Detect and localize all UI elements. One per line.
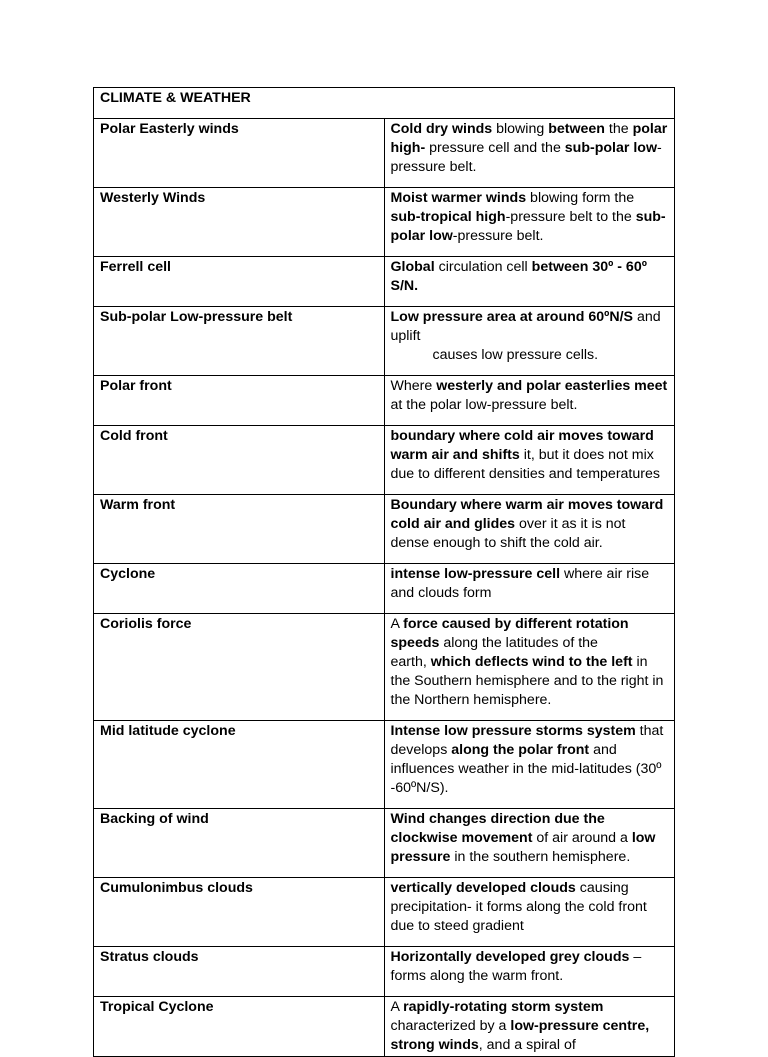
table-row (94, 564, 675, 614)
table-title: CLIMATE & WEATHER (94, 88, 675, 119)
definition-cell: Moist warmer winds blowing form the sub-tropical high-pressure belt to the sub-polar low-pressure belt. (384, 188, 675, 257)
table-row (94, 426, 675, 495)
definition-cell: Cold dry winds blowing between the polar high- pressure cell and the sub-polar low-pressure belt. (384, 119, 675, 188)
term-cell: Stratus clouds (94, 947, 385, 997)
table-row (94, 997, 675, 1057)
definition-cell: A rapidly-rotating storm system characterized by a low-pressure centre, strong winds, and a spiral of (384, 997, 675, 1057)
table-title-row (94, 88, 675, 119)
term-cell: Ferrell cell (94, 257, 385, 307)
table-row (94, 614, 675, 721)
term-cell: Polar front (94, 376, 385, 426)
definition-cell: boundary where cold air moves toward warm air and shifts it, but it does not mix due to different densities and temperatures (384, 426, 675, 495)
definition-cell: Where westerly and polar easterlies meet at the polar low-pressure belt. (384, 376, 675, 426)
glossary-table (93, 87, 675, 1057)
table-row (94, 495, 675, 564)
table-row (94, 119, 675, 188)
table-row (94, 188, 675, 257)
definition-cell: Boundary where warm air moves toward cold air and glides over it as it is not dense enough to shift the cold air. (384, 495, 675, 564)
definition-cell: A force caused by different rotation speeds along the latitudes of theearth, which deflects wind to the left in the Southern hemisphere and to the right in the Northern hemisphere. (384, 614, 675, 721)
definition-cell: intense low-pressure cell where air rise and clouds form (384, 564, 675, 614)
term-cell: Cyclone (94, 564, 385, 614)
term-cell: Backing of wind (94, 809, 385, 878)
table-row (94, 376, 675, 426)
term-cell: Coriolis force (94, 614, 385, 721)
term-cell: Cumulonimbus clouds (94, 878, 385, 947)
term-cell: Mid latitude cyclone (94, 721, 385, 809)
table-row (94, 257, 675, 307)
definition-cell: Wind changes direction due the clockwise movement of air around a low pressure in the southern hemisphere. (384, 809, 675, 878)
term-cell: Westerly Winds (94, 188, 385, 257)
table-row (94, 307, 675, 376)
definition-cell: Low pressure area at around 60ºN/S and uplift causes low pressure cells. (384, 307, 675, 376)
term-cell: Warm front (94, 495, 385, 564)
definition-cell: Horizontally developed grey clouds – forms along the warm front. (384, 947, 675, 997)
table-row (94, 947, 675, 997)
table-row (94, 721, 675, 809)
definition-cell: Intense low pressure storms system that develops along the polar front and influences weather in the mid-latitudes (30º -60ºN/S). (384, 721, 675, 809)
term-cell: Polar Easterly winds (94, 119, 385, 188)
term-cell: Tropical Cyclone (94, 997, 385, 1057)
table-row (94, 809, 675, 878)
definition-cell: vertically developed clouds causing precipitation- it forms along the cold front due to steed gradient (384, 878, 675, 947)
table-row (94, 878, 675, 947)
term-cell: Sub-polar Low-pressure belt (94, 307, 385, 376)
term-cell: Cold front (94, 426, 385, 495)
definition-cell: Global circulation cell between 30º - 60º S/N. (384, 257, 675, 307)
